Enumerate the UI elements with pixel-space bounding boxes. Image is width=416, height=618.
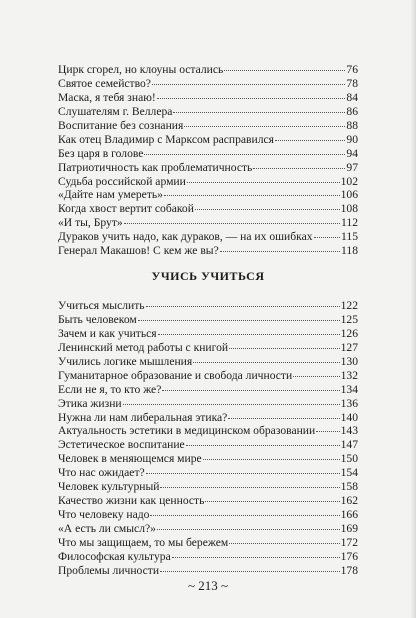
toc-entry-title: Воспитание без сознания bbox=[58, 118, 184, 132]
dot-leader bbox=[164, 194, 340, 196]
dot-leader bbox=[144, 153, 345, 155]
toc-entry-page: 130 bbox=[340, 354, 358, 368]
toc-list-top bbox=[58, 63, 358, 258]
dot-leader bbox=[162, 389, 339, 391]
toc-entry bbox=[58, 63, 358, 77]
toc-entry-page: 162 bbox=[340, 494, 358, 508]
toc-entry-title: Если не я, то кто же? bbox=[58, 382, 162, 396]
dot-leader bbox=[229, 542, 339, 544]
toc-entry-page: 106 bbox=[340, 188, 358, 202]
toc-entry bbox=[58, 383, 358, 397]
page-edge-shadow bbox=[410, 0, 416, 618]
dot-leader bbox=[195, 208, 340, 210]
toc-entry bbox=[58, 341, 358, 355]
toc-entry-page: 147 bbox=[340, 438, 358, 452]
toc-entry-title: Учились логике мышления bbox=[58, 354, 193, 368]
dot-leader bbox=[228, 417, 339, 419]
toc-entry-title: «Дайте нам умереть» bbox=[58, 188, 163, 202]
dot-leader bbox=[160, 486, 339, 488]
toc-entry bbox=[58, 230, 358, 244]
dot-leader bbox=[314, 236, 340, 238]
toc-entry-page: 132 bbox=[340, 368, 358, 382]
toc-entry bbox=[58, 91, 358, 105]
toc-entry-page: 125 bbox=[340, 312, 358, 326]
toc-entry-page: 118 bbox=[341, 244, 358, 258]
toc-entry bbox=[58, 480, 358, 494]
dot-leader bbox=[187, 181, 340, 183]
toc-entry-title: Судьба российской армии bbox=[58, 174, 186, 188]
dot-leader bbox=[152, 83, 345, 85]
dot-leader bbox=[203, 458, 340, 460]
toc-entry-page: 143 bbox=[340, 424, 358, 438]
toc-entry bbox=[58, 105, 358, 119]
toc-entry-page: 90 bbox=[346, 132, 358, 146]
toc-entry-page: 176 bbox=[340, 549, 358, 563]
toc-entry-title: Без царя в голове bbox=[58, 146, 144, 160]
toc-entry-title: Человек в меняющемся мире bbox=[58, 452, 202, 466]
toc-entry-page: 76 bbox=[346, 63, 358, 76]
dot-leader bbox=[157, 528, 340, 530]
dot-leader bbox=[160, 570, 340, 572]
dot-leader bbox=[150, 514, 339, 516]
toc-entry-title: Дураков учить надо, как дураков, — на их ошибках bbox=[58, 230, 313, 244]
toc-entry bbox=[58, 550, 358, 564]
toc-entry-page: 122 bbox=[340, 299, 358, 312]
toc-entry bbox=[58, 411, 358, 425]
toc-entry bbox=[58, 327, 358, 341]
toc-entry-title: Слушателям г. Веллера bbox=[58, 104, 173, 118]
toc-entry-title: Качество жизни как ценность bbox=[58, 494, 205, 508]
dot-leader bbox=[146, 305, 340, 307]
toc-entry-page: 126 bbox=[340, 326, 358, 340]
page-number: ~ 213 ~ bbox=[187, 578, 229, 593]
dot-leader bbox=[186, 444, 340, 446]
toc-entry-title: Цирк сгорел, но клоуны остались bbox=[58, 63, 224, 76]
toc-entry-page: 140 bbox=[340, 410, 358, 424]
toc-entry-page: 84 bbox=[346, 90, 358, 104]
toc-entry bbox=[58, 313, 358, 327]
toc-entry-title: Зачем и как учиться bbox=[58, 326, 157, 340]
toc-entry-title: Как отец Владимир с Марксом расправился bbox=[58, 132, 274, 146]
toc-entry bbox=[58, 161, 358, 175]
dot-leader bbox=[146, 472, 340, 474]
toc-entry bbox=[58, 216, 358, 230]
toc-entry-page: 97 bbox=[346, 160, 358, 174]
toc-entry bbox=[58, 133, 358, 147]
toc-entry bbox=[58, 147, 358, 161]
dot-leader bbox=[193, 361, 339, 363]
toc-entry bbox=[58, 369, 358, 383]
toc-entry-title: Когда хвост вертит собакой bbox=[58, 202, 194, 216]
toc-entry-page: 94 bbox=[346, 146, 358, 160]
toc-entry bbox=[58, 397, 358, 411]
dot-leader bbox=[293, 375, 339, 377]
dot-leader bbox=[224, 69, 345, 71]
toc-entry bbox=[58, 188, 358, 202]
section-title: УЧИСЬ УЧИТЬСЯ bbox=[151, 269, 265, 283]
dot-leader bbox=[205, 500, 339, 502]
toc-entry bbox=[58, 536, 358, 550]
toc-entry-title: Этика жизни bbox=[58, 396, 122, 410]
toc-entry bbox=[58, 244, 358, 258]
toc-entry bbox=[58, 494, 358, 508]
toc-entry-title: Маска, я тебя знаю! bbox=[58, 90, 156, 104]
toc-entry bbox=[58, 355, 358, 369]
toc-entry-title: Нужна ли нам либеральная этика? bbox=[58, 410, 228, 424]
toc-entry-title: Что человеку надо bbox=[58, 508, 150, 522]
toc-entry-page: 150 bbox=[340, 452, 358, 466]
dot-leader bbox=[220, 250, 340, 252]
toc-entry bbox=[58, 438, 358, 452]
toc-entry-title: Быть человеком bbox=[58, 312, 137, 326]
toc-entry-title: Ленинский метод работы с книгой bbox=[58, 340, 229, 354]
toc-entry-page: 166 bbox=[340, 508, 358, 522]
toc-entry bbox=[58, 77, 358, 91]
dot-leader bbox=[316, 430, 339, 432]
dot-leader bbox=[275, 139, 345, 141]
toc-entry bbox=[58, 564, 358, 578]
toc-entry bbox=[58, 466, 358, 480]
toc-entry bbox=[58, 424, 358, 438]
dot-leader bbox=[138, 319, 340, 321]
toc-entry-page: 78 bbox=[346, 76, 358, 90]
toc-entry-title: Эстетическое воспитание bbox=[58, 438, 185, 452]
dot-leader bbox=[124, 222, 340, 224]
toc-entry-title: Генерал Макашов! С кем же вы? bbox=[58, 244, 219, 258]
toc-entry-page: 127 bbox=[340, 340, 358, 354]
toc-entry bbox=[58, 522, 358, 536]
toc-entry-title: «И ты, Брут» bbox=[58, 216, 123, 230]
dot-leader bbox=[157, 97, 346, 99]
toc-entry-page: 88 bbox=[346, 118, 358, 132]
toc-entry bbox=[58, 452, 358, 466]
toc-entry bbox=[58, 119, 358, 133]
toc-entry-title: Проблемы личности bbox=[58, 563, 160, 577]
toc-entry bbox=[58, 175, 358, 189]
toc-entry-page: 169 bbox=[340, 522, 358, 535]
toc-entry-title: Человек культурный bbox=[58, 480, 160, 494]
toc-entry-title: Что нас ожидает? bbox=[58, 466, 145, 480]
toc-entry-title: Гуманитарное образование и свобода личности bbox=[58, 368, 293, 382]
toc-entry-page: 178 bbox=[340, 563, 358, 577]
toc-entry-page: 134 bbox=[340, 382, 358, 396]
toc-entry-title: Патриотичность как проблематичность bbox=[58, 160, 253, 174]
dot-leader bbox=[158, 333, 340, 335]
toc-entry bbox=[58, 202, 358, 216]
toc-entry-page: 154 bbox=[340, 466, 358, 480]
toc-entry-page: 112 bbox=[341, 216, 358, 230]
toc-entry-page: 158 bbox=[340, 480, 358, 494]
toc-entry-title: Учиться мыслить bbox=[58, 299, 145, 312]
toc-entry bbox=[58, 508, 358, 522]
dot-leader bbox=[184, 125, 345, 127]
toc-entry-title: «А есть ли смысл?» bbox=[58, 522, 156, 535]
toc-entry-page: 136 bbox=[340, 396, 358, 410]
toc-entry-page: 86 bbox=[346, 104, 358, 118]
toc-entry-page: 115 bbox=[341, 230, 358, 244]
toc-entry-title: Святое семейство? bbox=[58, 76, 151, 90]
toc-entry-page: 172 bbox=[340, 535, 358, 549]
dot-leader bbox=[123, 403, 340, 405]
toc-entry bbox=[58, 299, 358, 313]
dot-leader bbox=[229, 347, 340, 349]
toc-entry-title: Что мы защищаем, то мы бережем bbox=[58, 535, 229, 549]
toc-entry-title: Философская культура bbox=[58, 549, 171, 563]
dot-leader bbox=[253, 167, 345, 169]
dot-leader bbox=[172, 556, 340, 558]
toc-list-bottom bbox=[58, 299, 358, 578]
toc-entry-title: Актуальность эстетики в медицинском образовании bbox=[58, 424, 316, 438]
toc-entry-page: 102 bbox=[340, 174, 358, 188]
toc-entry-page: 108 bbox=[340, 202, 358, 216]
dot-leader bbox=[173, 111, 345, 113]
